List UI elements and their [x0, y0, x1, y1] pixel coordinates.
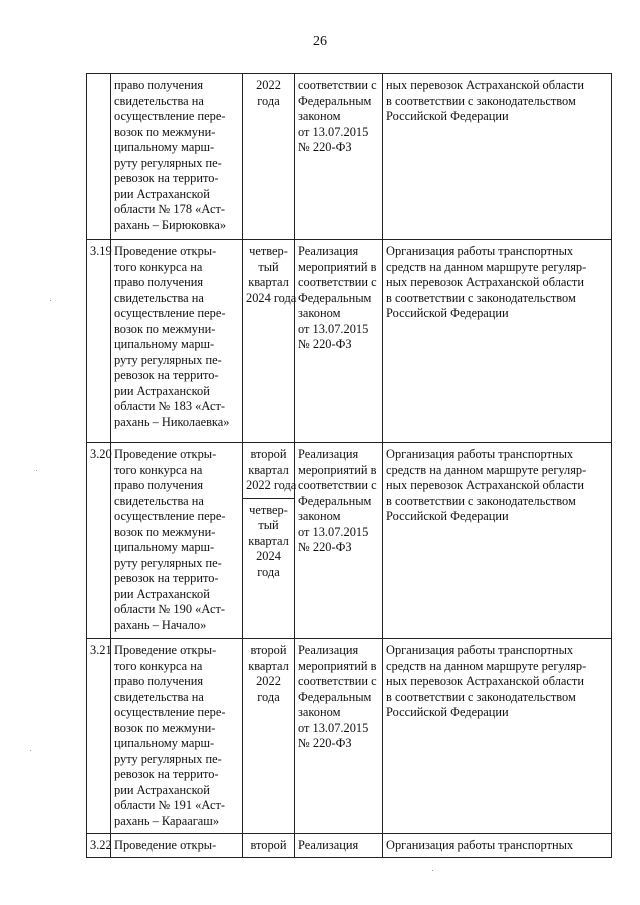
cell-line: осуществление пере- — [114, 306, 226, 320]
cell-line: четвер- — [249, 244, 288, 258]
term-first — [243, 447, 297, 499]
cell-line: законом — [298, 509, 341, 523]
cell-line: Реализация — [298, 447, 359, 461]
cell-line: мероприятий в — [298, 658, 377, 673]
cell-line: руту регулярных пе- — [114, 751, 222, 766]
cell-line: года — [257, 93, 280, 108]
cell-line: от 13.07.2015 — [298, 124, 369, 139]
result-cell — [383, 443, 612, 639]
cell-line: ревозок на террито- — [114, 767, 219, 781]
cell-line: ципальному марш- — [114, 540, 215, 554]
cell-line: свидетельства на — [114, 493, 204, 508]
measure-name — [111, 834, 243, 858]
table-row — [87, 639, 612, 834]
cell-line: тый — [258, 518, 279, 532]
cell-line: Проведение откры- — [114, 244, 217, 258]
cell-line: Организация работы транспортных — [386, 643, 574, 657]
cell-line: квартал — [248, 658, 289, 673]
cell-line: № 220-ФЗ — [298, 337, 352, 351]
term-cell — [243, 74, 295, 240]
result-cell — [383, 240, 612, 443]
cell-line: соответствии с — [298, 78, 377, 92]
cell-line: ципальному марш- — [114, 140, 215, 154]
cell-line: от 13.07.2015 — [298, 524, 369, 539]
cell-line: свидетельства на — [114, 689, 204, 704]
cell-line: руту регулярных пе- — [114, 555, 222, 570]
cell-line: в соответствии с законодательством — [386, 689, 576, 704]
cell-line: ципальному марш- — [114, 337, 215, 351]
cell-line: рахань – Караагаш» — [114, 813, 220, 828]
cell-line: № 220-ФЗ — [298, 140, 352, 154]
term-cell — [243, 639, 295, 834]
cell-line: рии Астраханской — [114, 586, 210, 601]
row-number: 3.22 — [87, 834, 111, 858]
measure-name — [111, 443, 243, 639]
cell-line: четвер- — [249, 502, 288, 517]
cell-line: законом — [298, 306, 341, 320]
cell-line: ных перевозок Астраханской области — [386, 275, 584, 289]
cell-line: квартал — [248, 275, 289, 289]
cell-line: 2024 года — [246, 290, 297, 305]
cell-line: рии Астраханской — [114, 383, 210, 398]
cell-line: ных перевозок Астраханской области — [386, 674, 584, 688]
cell-line: соответствии с — [298, 674, 377, 688]
source-cell — [295, 74, 383, 240]
cell-line: года — [257, 689, 280, 704]
cell-line: Проведение откры- — [114, 643, 217, 657]
cell-line: 2022 — [256, 78, 281, 92]
cell-line: ревозок на террито- — [114, 368, 219, 382]
cell-line: того конкурса на — [114, 259, 203, 274]
term-cell — [243, 443, 295, 639]
table-row — [87, 74, 612, 240]
cell-line: право получения — [114, 674, 204, 688]
result-cell — [383, 639, 612, 834]
cell-line: второй — [250, 447, 287, 461]
cell-line: Реализация — [298, 244, 359, 258]
cell-line: того конкурса на — [114, 462, 203, 477]
cell-line: законом — [298, 705, 341, 719]
cell-line: рахань – Бирюковка» — [114, 217, 227, 232]
cell-line: квартал — [248, 462, 289, 477]
cell-line: ципальному марш- — [114, 736, 215, 750]
cell-line: право получения — [114, 275, 204, 289]
cell-line: средств на данном маршруте регуляр- — [386, 462, 587, 477]
cell-line: области № 178 «Аст- — [114, 202, 225, 216]
cell-line: второй — [250, 643, 287, 657]
cell-line: от 13.07.2015 — [298, 720, 369, 735]
cell-line: тый — [258, 259, 279, 274]
cell-line: рии Астраханской — [114, 782, 210, 797]
page-number: 26 — [313, 34, 327, 49]
table-body — [87, 74, 612, 858]
cell-line: ных перевозок Астраханской области — [386, 478, 584, 492]
measures-table — [86, 73, 612, 858]
cell-line: свидетельства на — [114, 93, 204, 108]
cell-line: № 220-ФЗ — [298, 736, 352, 750]
cell-line: области № 191 «Аст- — [114, 798, 225, 812]
term-cell — [243, 834, 295, 858]
cell-line: Проведение откры- — [114, 838, 217, 852]
result-cell — [383, 834, 612, 858]
cell-line: руту регулярных пе- — [114, 155, 222, 170]
cell-line: в соответствии с законодательством — [386, 493, 576, 508]
cell-line: возок по межмуни- — [114, 524, 216, 539]
cell-line: года — [257, 564, 280, 579]
measure-name — [111, 639, 243, 834]
cell-line: Федеральным — [298, 93, 372, 108]
row-number: 3.21 — [87, 639, 111, 834]
cell-line: в соответствии с законодательством — [386, 93, 576, 108]
source-cell — [295, 443, 383, 639]
cell-line: Федеральным — [298, 493, 372, 508]
cell-line: Федеральным — [298, 290, 372, 305]
cell-line: законом — [298, 109, 341, 123]
cell-line: возок по межмуни- — [114, 720, 216, 735]
term-second — [246, 499, 291, 581]
cell-line: Российской Федерации — [386, 509, 509, 523]
cell-line: № 220-ФЗ — [298, 540, 352, 554]
cell-line: квартал — [248, 533, 289, 548]
row-number — [87, 74, 111, 240]
cell-line: Российской Федерации — [386, 109, 509, 123]
cell-line: соответствии с — [298, 478, 377, 492]
cell-line: ревозок на террито- — [114, 171, 219, 185]
cell-line: ревозок на террито- — [114, 571, 219, 585]
source-cell — [295, 639, 383, 834]
cell-line: средств на данном маршруте регуляр- — [386, 658, 587, 673]
cell-line: области № 190 «Аст- — [114, 602, 225, 616]
cell-line: Российской Федерации — [386, 705, 509, 719]
cell-line: рахань – Николаевка» — [114, 414, 230, 429]
term-cell — [243, 240, 295, 443]
cell-line: Российской Федерации — [386, 306, 509, 320]
cell-line: рии Астраханской — [114, 186, 210, 201]
cell-line: Организация работы транспортных — [386, 447, 574, 461]
cell-line: Организация работы транспортных — [386, 244, 574, 258]
measure-name — [111, 74, 243, 240]
source-cell — [295, 834, 383, 858]
cell-line: осуществление пере- — [114, 109, 226, 123]
source-cell — [295, 240, 383, 443]
cell-line: мероприятий в — [298, 462, 377, 477]
cell-line: право получения — [114, 478, 204, 492]
cell-line: Федеральным — [298, 689, 372, 704]
cell-line: Проведение откры- — [114, 447, 217, 461]
cell-line: 2022 — [256, 674, 281, 688]
cell-line: Реализация — [298, 643, 359, 657]
row-number: 3.20 — [87, 443, 111, 639]
cell-line: второй — [250, 838, 287, 852]
cell-line: мероприятий в — [298, 259, 377, 274]
measure-name — [111, 240, 243, 443]
result-cell — [383, 74, 612, 240]
cell-line: Организация работы транспортных — [386, 838, 574, 852]
table-row — [87, 443, 612, 639]
row-number: 3.19 — [87, 240, 111, 443]
cell-line: соответствии с — [298, 275, 377, 289]
cell-line: от 13.07.2015 — [298, 321, 369, 336]
cell-line: ных перевозок Астраханской области — [386, 78, 584, 92]
cell-line: свидетельства на — [114, 290, 204, 305]
cell-line: области № 183 «Аст- — [114, 399, 225, 413]
cell-line: рахань – Начало» — [114, 617, 207, 632]
table-row — [87, 240, 612, 443]
cell-line: руту регулярных пе- — [114, 352, 222, 367]
cell-line: средств на данном маршруте регуляр- — [386, 259, 587, 274]
cell-line: того конкурса на — [114, 658, 203, 673]
cell-line: осуществление пере- — [114, 509, 226, 523]
cell-line: возок по межмуни- — [114, 124, 216, 139]
cell-line: осуществление пере- — [114, 705, 226, 719]
cell-line: Реализация — [298, 838, 359, 852]
cell-line: 2022 года — [246, 478, 297, 492]
cell-line: 2024 — [256, 549, 281, 563]
cell-line: право получения — [114, 78, 204, 92]
cell-line: возок по межмуни- — [114, 321, 216, 336]
table-row — [87, 834, 612, 858]
cell-line: в соответствии с законодательством — [386, 290, 576, 305]
